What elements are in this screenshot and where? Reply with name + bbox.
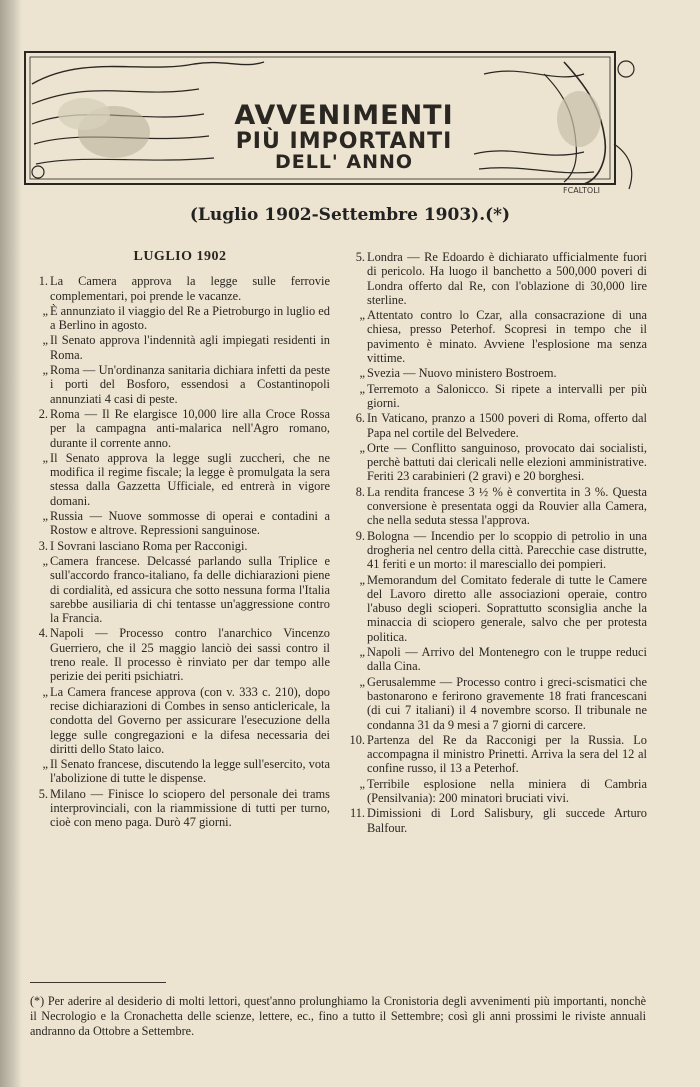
entry-date-mark: „ — [359, 776, 365, 791]
entry-date-mark: 9. — [355, 528, 365, 543]
entry-date-mark: „ — [359, 440, 365, 455]
footnote: (*) Per aderire al desiderio di molti lettori, quest'anno prolunghiamo la Cronistoria degli avvenimenti più importanti, nonchè il Necrologio e la Cronachetta delle scienze, lettere, ec., fino a tutto il Settembre; così gli anni prossimi le riviste annuali andranno da Ottobre a Settembre. — [30, 994, 646, 1038]
entry-text: È annunziato il viaggio del Re a Pietroburgo in luglio ed a Berlino in agosto. — [50, 303, 330, 333]
chronicle-entry — [347, 366, 647, 380]
entry-date-mark: „ — [359, 674, 365, 689]
chronicle-entry — [347, 806, 647, 835]
chronicle-entry — [347, 250, 647, 307]
chronicle-entry — [347, 441, 647, 484]
chronicle-entry — [347, 573, 647, 644]
entry-date-mark: „ — [359, 645, 365, 660]
entry-date-mark: 10. — [349, 732, 365, 747]
entry-date-mark: 5. — [355, 250, 365, 264]
banner-title-line2: PIÙ IMPORTANTI — [235, 129, 453, 155]
entry-date-mark: 3. — [38, 538, 48, 553]
chronicle-entry — [347, 675, 647, 732]
entry-date-mark: 5. — [38, 786, 48, 801]
decorative-banner — [24, 44, 644, 194]
entry-text: Partenza del Re da Racconigi per la Russia. Lo accompagna il ministro Prinetti. Arriva la sera del 12 al confine russo, il 13 a Peterhof. — [367, 732, 647, 776]
chronicle-entry — [30, 274, 330, 303]
entry-text: Orte — Conflitto sanguinoso, provocato dai socialisti, perchè battuti dai clericali nelle elezioni amministrative. Feriti 23 carabinieri (2 gravi) e 20 borghesi. — [367, 440, 647, 484]
entry-text: Terribile esplosione nella miniera di Cambria (Pensilvania): 200 minatori bruciati vivi. — [367, 776, 647, 805]
entry-text: Londra — Re Edoardo è dichiarato ufficialmente fuori di pericolo. Ha luogo il banchetto a 500,000 poveri di Londra offerto dal Re, con l'oblazione di 30,000 lire sterline. — [367, 250, 647, 307]
entry-text: Russia — Nuove sommosse di operai e contadini a Rostow e altrove. Repressioni sanguinose. — [50, 509, 330, 538]
entry-text: La rendita francese 3 ½ % è convertita in 3 %. Questa conversione è presentata oggi da Rouvier alla Camera, che nella seduta stessa l'approva. — [367, 484, 647, 528]
entry-date-mark: 4. — [38, 626, 48, 641]
entry-text: Napoli — Processo contro l'anarchico Vincenzo Guerriero, che il 25 maggio lanciò dei sassi contro il treno reale. Il processo è rinviato per dar tempo alle perizie dei periti psichiatri. — [50, 626, 330, 684]
entry-text: Napoli — Arrivo del Montenegro con le truppe reduci dalla Cina. — [367, 645, 647, 674]
artist-signature: FCALTOLI — [563, 186, 601, 195]
entry-text: La Camera approva la legge sulle ferrovie complementari, poi prende le vacanze. — [50, 274, 330, 303]
entry-text: Milano — Finisce lo sciopero del personale dei trams interprovinciali, con la riammissione di tutti per turno, cioè con meno paga. Durò 47 giorni. — [50, 786, 330, 830]
entry-text: Terremoto a Salonicco. Si ripete a intervalli per più giorni. — [367, 381, 647, 410]
chronicle-entry — [30, 304, 330, 333]
entry-date-mark: 6. — [355, 411, 365, 426]
entry-date-mark: „ — [42, 684, 48, 699]
chronicle-entry — [347, 382, 647, 411]
chronicle-entry — [30, 407, 330, 450]
entry-text: In Vaticano, pranzo a 1500 poveri di Roma, offerto dal Papa nel cortile del Belvedere. — [367, 411, 647, 440]
entry-text: Camera francese. Delcassé parlando sulla Triplice e sull'accordo franco-italiano, fa delle dichiarazioni piene di cordialità, ed assicura che sotto nessuna forma l'Italia sarebbe ausiliaria di chi tentasse un'aggressione contro la Francia. — [50, 553, 330, 626]
chronicle-entry — [30, 787, 330, 830]
entry-date-mark: „ — [42, 363, 48, 378]
chronicle-entry — [30, 685, 330, 756]
chronicle-entry — [347, 411, 647, 440]
entry-date-mark: „ — [359, 572, 365, 587]
chronicle-entry — [347, 777, 647, 806]
entry-date-mark: „ — [42, 509, 48, 524]
chronicle-entry — [30, 363, 330, 406]
chronicle-entry — [30, 509, 330, 538]
banner-title-line3: DELL' ANNO — [274, 151, 414, 174]
chronicle-entry — [30, 757, 330, 786]
left-column — [30, 250, 330, 831]
entry-date-mark: 2. — [38, 406, 48, 421]
entry-text: Gerusalemme — Processo contro i greci-scismatici che bastonarono e ferirono gravemente 18 frati francescani (di cui 7 italiani) il 4 novembre scorso. Il tribunale ne condanna 31 da 9 mesi a 7 giorni di carcere. — [367, 674, 647, 732]
entry-date-mark: 8. — [355, 484, 365, 499]
entry-text: Il Senato approva la legge sugli zuccheri, che ne modifica il regime fiscale; la legge è promulgata la sera stessa dalla Gazzetta Ufficiale, ed entrerà in vigore domani. — [50, 450, 330, 508]
chronicle-entry — [347, 529, 647, 572]
entry-text: I Sovrani lasciano Roma per Racconigi. — [50, 538, 248, 553]
banner-title-line1: AVVENIMENTI — [234, 100, 454, 131]
month-heading: LUGLIO 1902 — [133, 249, 227, 264]
page-subtitle: (Luglio 1902-Settembre 1903).(*) — [189, 205, 511, 225]
chronicle-entry — [30, 333, 330, 362]
entry-date-mark: „ — [359, 381, 365, 396]
entry-date-mark: „ — [42, 303, 48, 318]
chronicle-entry — [347, 485, 647, 528]
entry-date-mark: 11. — [349, 806, 365, 821]
chronicle-entry — [30, 626, 330, 683]
chronicle-entry — [30, 554, 330, 625]
banner-title — [214, 102, 474, 173]
binding-shadow — [0, 0, 22, 1087]
entry-date-mark: „ — [42, 450, 48, 465]
entry-text: Il Senato approva l'indennità agli impiegati residenti in Roma. — [50, 333, 330, 362]
footnote-rule — [30, 982, 166, 983]
entry-date-mark: „ — [359, 308, 365, 323]
entry-date-mark: „ — [359, 366, 365, 381]
chronicle-entry — [30, 451, 330, 508]
entry-date-mark: „ — [42, 757, 48, 772]
entry-text: Attentato contro lo Czar, alla consacrazione di una chiesa, presso Peterhof. Scopresi in tempo che il pavimento è minato. Avviene l'esplosione ma senza vittime. — [367, 308, 647, 366]
left-entry-list — [30, 274, 330, 829]
right-column — [347, 250, 647, 836]
entry-text: Dimissioni di Lord Salisbury, gli succede Arturo Balfour. — [367, 806, 647, 835]
entry-date-mark: „ — [42, 333, 48, 348]
right-entry-list — [347, 250, 647, 835]
chronicle-entry — [30, 539, 330, 553]
chronicle-entry — [347, 733, 647, 776]
chronicle-entry — [347, 645, 647, 674]
entry-text: Roma — Il Re elargisce 10,000 lire alla Croce Rossa per la campagna anti-malarica nell'Agro romano, durante il corrente anno. — [50, 406, 330, 450]
entry-text: La Camera francese approva (con v. 333 c. 210), dopo recise dichiarazioni di Combes in senso anticlericale, la condotta del Governo per assicurare l'esecuzione della legge sulle congregazioni e la difesa necessaria dei diritti dello Stato laico. — [50, 684, 330, 756]
entry-text: Roma — Un'ordinanza sanitaria dichiara infetti da peste i porti del Bosforo, essendosi a Costantinopoli annunziati 4 casi di peste. — [50, 363, 330, 406]
entry-text: Bologna — Incendio per lo scoppio di petrolio in una drogheria nel centro della città. Parecchie case distrutte, 41 feriti e un morto: il maresciallo dei pompieri. — [367, 528, 647, 572]
entry-date-mark: „ — [42, 553, 48, 568]
entry-date-mark: 1. — [38, 274, 48, 289]
chronicle-entry — [347, 308, 647, 365]
entry-text: Il Senato francese, discutendo la legge sull'esercito, vota l'abolizione di tutte le dispense. — [50, 757, 330, 786]
entry-text: Memorandum del Comitato federale di tutte le Camere del Lavoro diretto alle associazioni operaie, contro l'abuso degli scioperi. Soprattutto sconsiglia anche la minaccia di sciopero generale, salvo che per protesta politica. — [367, 572, 647, 644]
entry-text: Svezia — Nuovo ministero Bostroem. — [367, 366, 557, 381]
